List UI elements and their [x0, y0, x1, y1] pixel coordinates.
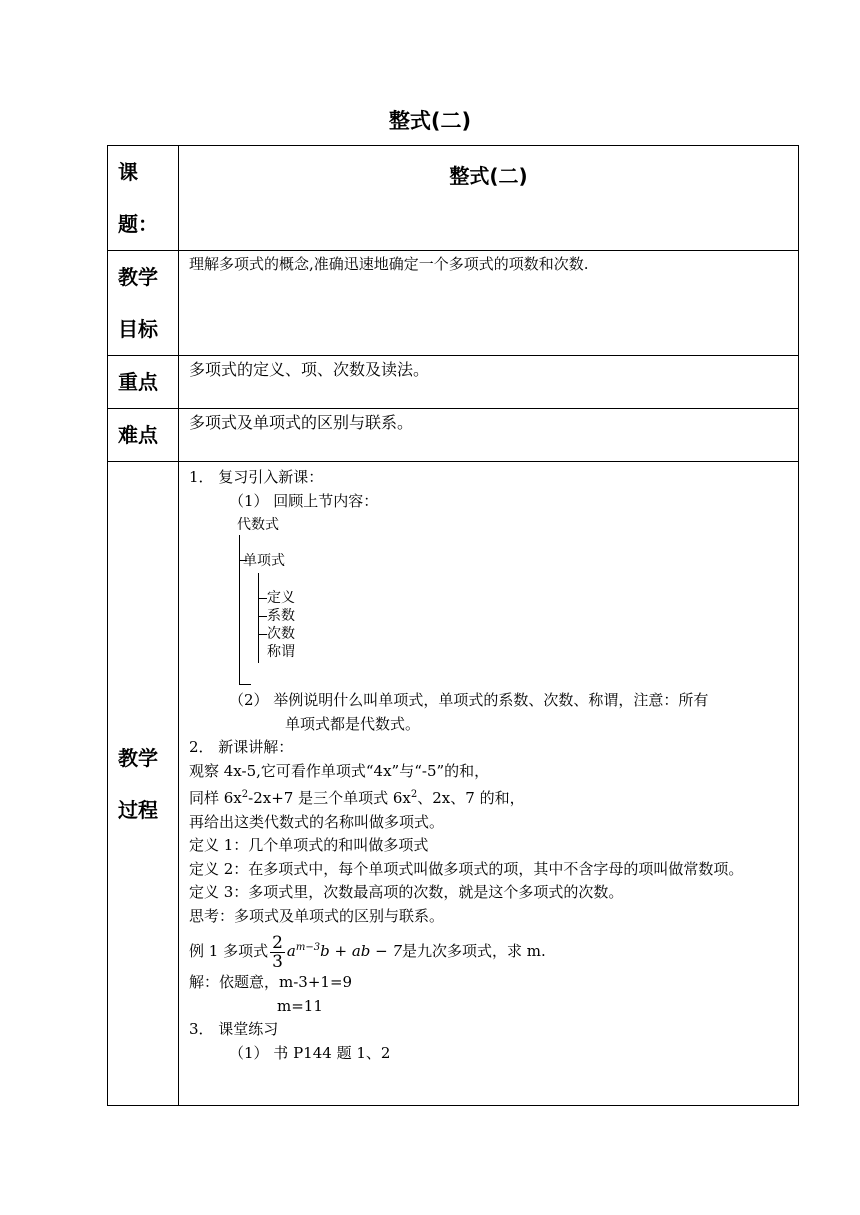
topic-content: 整式(二)	[179, 146, 799, 251]
tree-root-line	[239, 535, 240, 685]
example-exponent: m−3	[295, 942, 321, 953]
tree-leaf-tick-2	[258, 616, 267, 617]
lesson-line-2	[189, 783, 798, 811]
concept-tree-diagram	[237, 513, 798, 689]
lesson-line-2-b: -2x+7 是三个单项式 6x	[248, 789, 411, 807]
lesson-line-2-sup2: 2	[410, 789, 418, 800]
lesson-line-2-a: 同样 6x	[189, 789, 242, 807]
lesson-line-2-c: 、2x、7 的和，	[417, 789, 525, 807]
row-process	[108, 462, 799, 1106]
row-key-point	[108, 356, 799, 409]
topic-label-line2: 题：	[118, 212, 158, 236]
document-title: 整式(二)	[388, 109, 472, 133]
definition-3: 定义 3：多项式里，次数最高项的次数，就是这个多项式的次数。	[189, 883, 624, 901]
row-difficulty	[108, 409, 799, 462]
fraction-numerator: 2	[272, 932, 283, 953]
process-label-line2: 过程	[118, 797, 158, 822]
difficulty-label: 难点	[108, 409, 179, 462]
tree-leaf-tick-3	[258, 634, 267, 635]
fraction-denominator: 3	[272, 951, 283, 972]
definition-1: 定义 1：几个单项式的和叫做多项式	[189, 836, 429, 854]
tree-leaf-degree: 次数	[267, 626, 295, 642]
review-item-2: （2） 举例说明什么叫单项式，单项式的系数、次数、称谓，注意：所有	[229, 691, 709, 709]
lesson-line-3: 再给出这类代数式的名称叫做多项式。	[189, 812, 445, 831]
example-fraction	[270, 934, 285, 971]
section-review: 1． 复习引入新课：	[189, 468, 324, 486]
example-var-a: a	[286, 942, 296, 960]
difficulty-content: 多项式及单项式的区别与联系。	[179, 409, 799, 462]
process-label	[108, 462, 179, 1106]
example-expression-rest: b + ab − 7	[320, 942, 403, 960]
tree-root-foot	[239, 684, 251, 685]
tree-child: 单项式	[243, 553, 285, 569]
definition-2: 定义 2：在多项式中，每个单项式叫做多项式的项，其中不含字母的项叫做常数项。	[189, 859, 744, 878]
lesson-line-2-sup1: 2	[241, 789, 249, 800]
key-point-label: 重点	[108, 356, 179, 409]
tree-leaf-definition: 定义	[267, 590, 295, 606]
tree-leaf-name: 称谓	[267, 644, 295, 660]
solution-line-2: m=11	[277, 996, 323, 1015]
thinking-prompt: 思考：多项式及单项式的区别与联系。	[189, 906, 445, 925]
key-point-content: 多项式的定义、项、次数及读法。	[179, 356, 799, 409]
section-practice: 3． 课堂练习	[189, 1020, 279, 1038]
goal-content: 理解多项式的概念,准确迅速地确定一个多项式的项数和次数.	[179, 251, 799, 356]
review-item-1: （1） 回顾上节内容：	[229, 491, 379, 510]
practice-item-1: （1） 书 P144 题 1、2	[229, 1043, 391, 1062]
lesson-line-1: 观察 4x-5,它可看作单项式“4x”与“-5”的和，	[189, 761, 490, 780]
review-item-2-cont: 单项式都是代数式。	[285, 714, 421, 733]
goal-label-line1: 教学	[118, 265, 158, 289]
example-suffix: 是九次多项式，求 m.	[402, 942, 546, 960]
row-goal	[108, 251, 799, 356]
tree-root: 代数式	[237, 517, 279, 533]
goal-label	[108, 251, 179, 356]
section-new-lesson: 2． 新课讲解：	[189, 738, 294, 756]
topic-label	[108, 146, 179, 251]
tree-leaf-coefficient: 系数	[267, 608, 295, 624]
example-prefix: 例 1 多项式	[189, 942, 269, 960]
lesson-plan-table	[107, 145, 799, 1106]
topic-label-line1: 课	[118, 160, 138, 184]
goal-label-line2: 目标	[118, 317, 158, 341]
solution-line-1: 解：依题意，m-3+1=9	[189, 973, 353, 991]
example-1	[189, 928, 798, 971]
row-topic	[108, 146, 799, 251]
tree-child-line	[258, 573, 259, 663]
tree-leaf-tick-1	[258, 598, 267, 599]
process-content	[179, 462, 799, 1106]
process-label-line1: 教学	[118, 745, 158, 770]
